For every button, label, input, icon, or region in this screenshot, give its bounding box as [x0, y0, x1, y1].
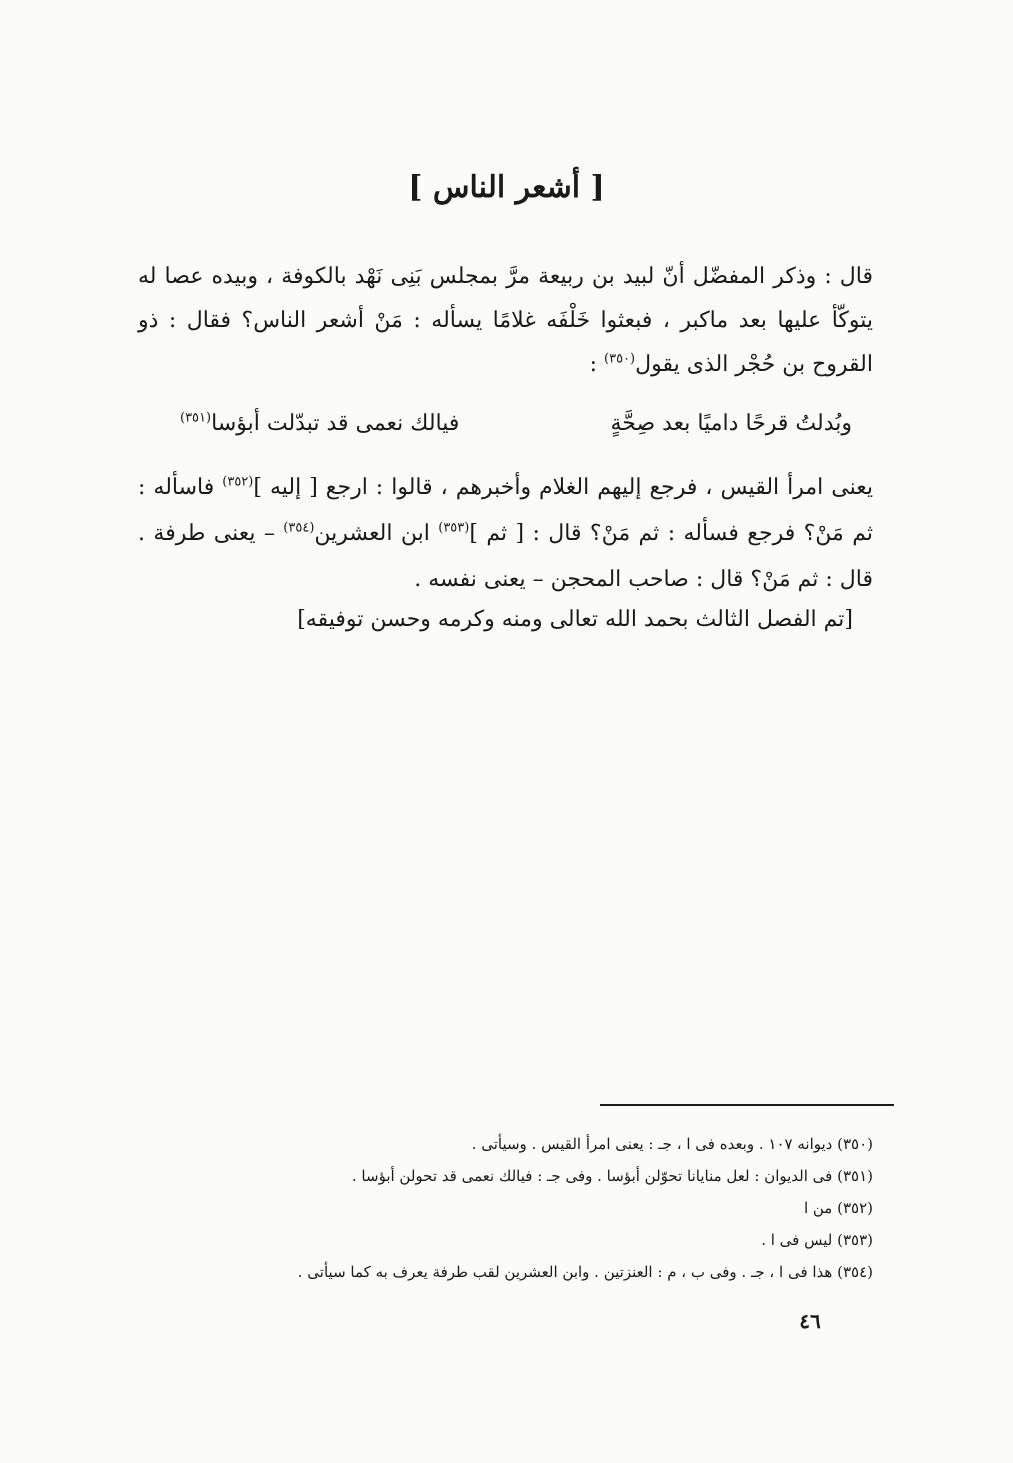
verse-second-text: فيالك نعمى قد تبدّلت أبؤسا [211, 411, 460, 436]
poetry-verse [180, 402, 852, 446]
footnote-ref-350[interactable]: (٣٥٠) [604, 351, 636, 367]
footnote-ref-352[interactable]: (٣٥٢) [222, 474, 254, 490]
footnote-350: (٣٥٠) ديوانه ١٠٧ . وبعده فى ا ، جـ : يعنى امرأ القيس . وسيأتى . [471, 1135, 873, 1153]
verse-second-hemistich [180, 402, 459, 446]
narrative-paragraph [138, 465, 873, 603]
footnote-352: (٣٥٢) من ا [803, 1199, 873, 1217]
chapter-closing: [تم الفصل الثالث بحمد الله تعالى ومنه وكرمه وحسن توفيقه] [297, 607, 853, 632]
verse-first-hemistich: وبُدلتُ قرحًا داميًا بعد صِحَّةٍ [610, 411, 852, 436]
footnote-354: (٣٥٤) هذا فى ا ، جـ . وفى ب ، م : العنزتين . وابن العشرين لقب طرفة يعرف به كما سيأتى . [297, 1263, 873, 1281]
intro-text: قال : وذكر المفضّل أنّ لبيد بن ربيعة مرَّ بمجلس بَنِى نَهْد بالكوفة ، وبيده عصا له يتوكّأ عليها بعد ماكبر ، فبعثوا خَلْفَه غلامًا يسأله : مَنْ أشعر الناس؟ فقال : ذو القروح بن حُجْر الذى يقول [138, 264, 873, 377]
footnote-ref-351[interactable]: (٣٥١) [180, 410, 212, 426]
footnote-ref-353[interactable]: (٣٥٣) [438, 520, 470, 536]
intro-end: : [589, 352, 605, 377]
footnotes-section [138, 1128, 873, 1288]
footnote-ref-354[interactable]: (٣٥٤) [283, 520, 315, 536]
footnote-353: (٣٥٣) ليس فى ا . [761, 1231, 873, 1249]
footnote-divider [600, 1104, 894, 1106]
narrative-part-2: فاسأله : ثم مَنْ؟ فرجع فسأله : ثم مَنْ؟ قال : [ ثم ] [138, 475, 873, 546]
narrative-part-1: يعنى امرأ القيس ، فرجع إليهم الغلام وأخبرهم ، قالوا : ارجع [ إليه ] [253, 475, 873, 500]
footnote-351: (٣٥١) فى الديوان : لعل منايانا تحوّلن أبؤسا . وفى جـ : فيالك نعمى قد تحولن أبؤسا . [351, 1167, 873, 1185]
narrative-part-4: – يعنى طرفة . قال : ثم مَنْ؟ قال : صاحب المحجن – يعنى نفسه . [138, 521, 873, 592]
narrative-part-3: ابن العشرين [314, 521, 439, 546]
intro-paragraph [138, 255, 873, 387]
page-number: ٤٦ [799, 1309, 821, 1333]
section-title: [ أشعر الناس ] [408, 170, 605, 205]
